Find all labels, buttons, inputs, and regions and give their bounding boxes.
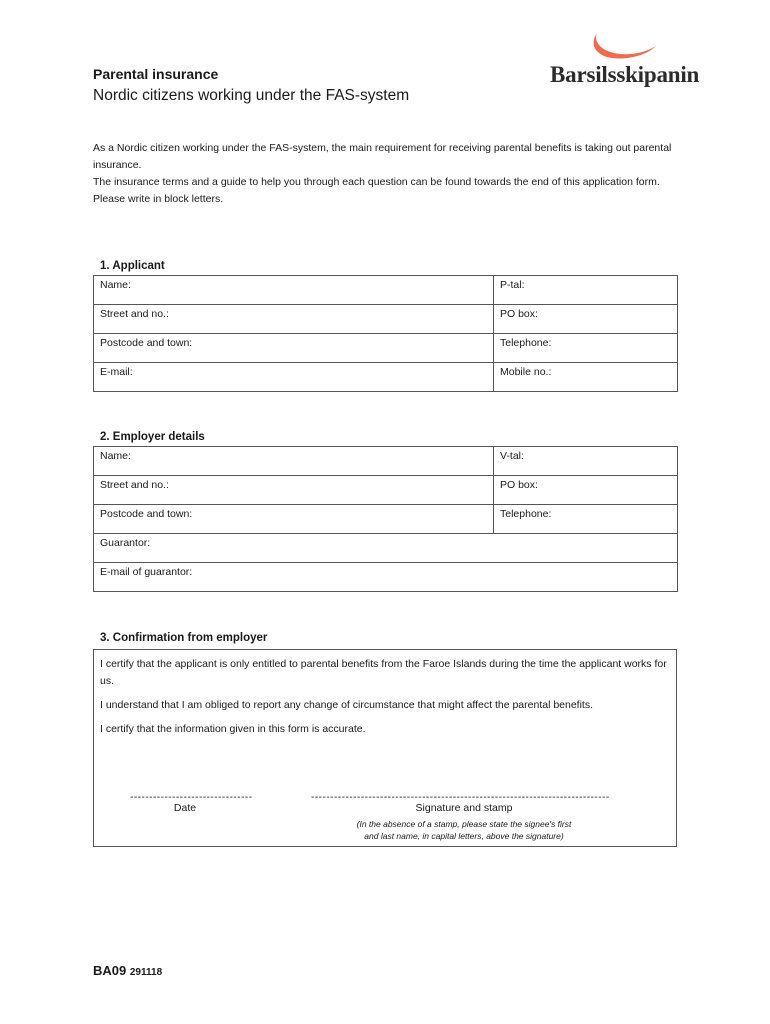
intro-paragraph: As a Nordic citizen working under the FAS-system, the main requirement for receiving parental benefits is taking out parental insurance. [93, 142, 672, 171]
employer-pobox-field[interactable]: PO box: [494, 476, 678, 505]
employer-postcode-field[interactable]: Postcode and town: [94, 505, 494, 534]
employer-telephone-field[interactable]: Telephone: [494, 505, 678, 534]
employer-street-field[interactable]: Street and no.: [94, 476, 494, 505]
confirmation-statement: I certify that the information given in this form is accurate. [100, 723, 366, 735]
form-code-number: 291118 [129, 967, 163, 978]
applicant-mobile-field[interactable]: Mobile no.: [494, 363, 678, 392]
guarantor-field[interactable]: Guarantor: [94, 534, 678, 563]
applicant-name-field[interactable]: Name: [94, 276, 494, 305]
applicant-table [93, 275, 678, 392]
applicant-street-field[interactable]: Street and no.: [94, 305, 494, 334]
applicant-ptal-field[interactable]: P-tal: [494, 276, 678, 305]
signature-note: (In the absence of a stamp, please state the signee's first [356, 819, 572, 829]
employer-name-field[interactable]: Name: [94, 447, 494, 476]
signature-line[interactable]: ------------------------------------------------------------------------------ [311, 792, 610, 803]
intro-text [93, 140, 673, 208]
applicant-postcode-field[interactable]: Postcode and town: [94, 334, 494, 363]
confirmation-statement: I certify that the applicant is only entitled to parental benefits from the Faroe Islands during the time the applicant works for us. [100, 658, 667, 687]
applicant-pobox-field[interactable]: PO box: [494, 305, 678, 334]
logo-swoosh-icon [590, 30, 660, 60]
confirmation-statement: I understand that I am obliged to report any change of circumstance that might affect the parental benefits. [100, 699, 594, 711]
applicant-email-field[interactable]: E-mail: [94, 363, 494, 392]
employer-heading: 2. Employer details [100, 431, 205, 443]
logo [550, 30, 730, 90]
form-code-label: BA09 [93, 963, 127, 978]
confirmation-box [93, 649, 677, 847]
signature-note: and last name, in capital letters, above the signature) [364, 831, 564, 841]
intro-paragraph: Please write in block letters. [93, 193, 224, 205]
signature-label: Signature and stamp [415, 802, 513, 814]
page-title: Parental insurance [93, 66, 219, 82]
date-line[interactable]: -------------------------------- [130, 792, 253, 803]
guarantor-email-field[interactable]: E-mail of guarantor: [94, 563, 678, 592]
intro-paragraph: The insurance terms and a guide to help you through each question can be found towards the end of this application form. [93, 176, 660, 188]
applicant-telephone-field[interactable]: Telephone: [494, 334, 678, 363]
logo-text: Barsilsskipanin [550, 62, 700, 87]
form-code [93, 963, 162, 978]
employer-vtal-field[interactable]: V-tal: [494, 447, 678, 476]
date-label: Date [173, 802, 197, 814]
page-subtitle: Nordic citizens working under the FAS-system [93, 87, 410, 104]
applicant-heading: 1. Applicant [100, 260, 165, 272]
confirmation-heading: 3. Confirmation from employer [100, 632, 268, 644]
employer-table [93, 446, 678, 592]
